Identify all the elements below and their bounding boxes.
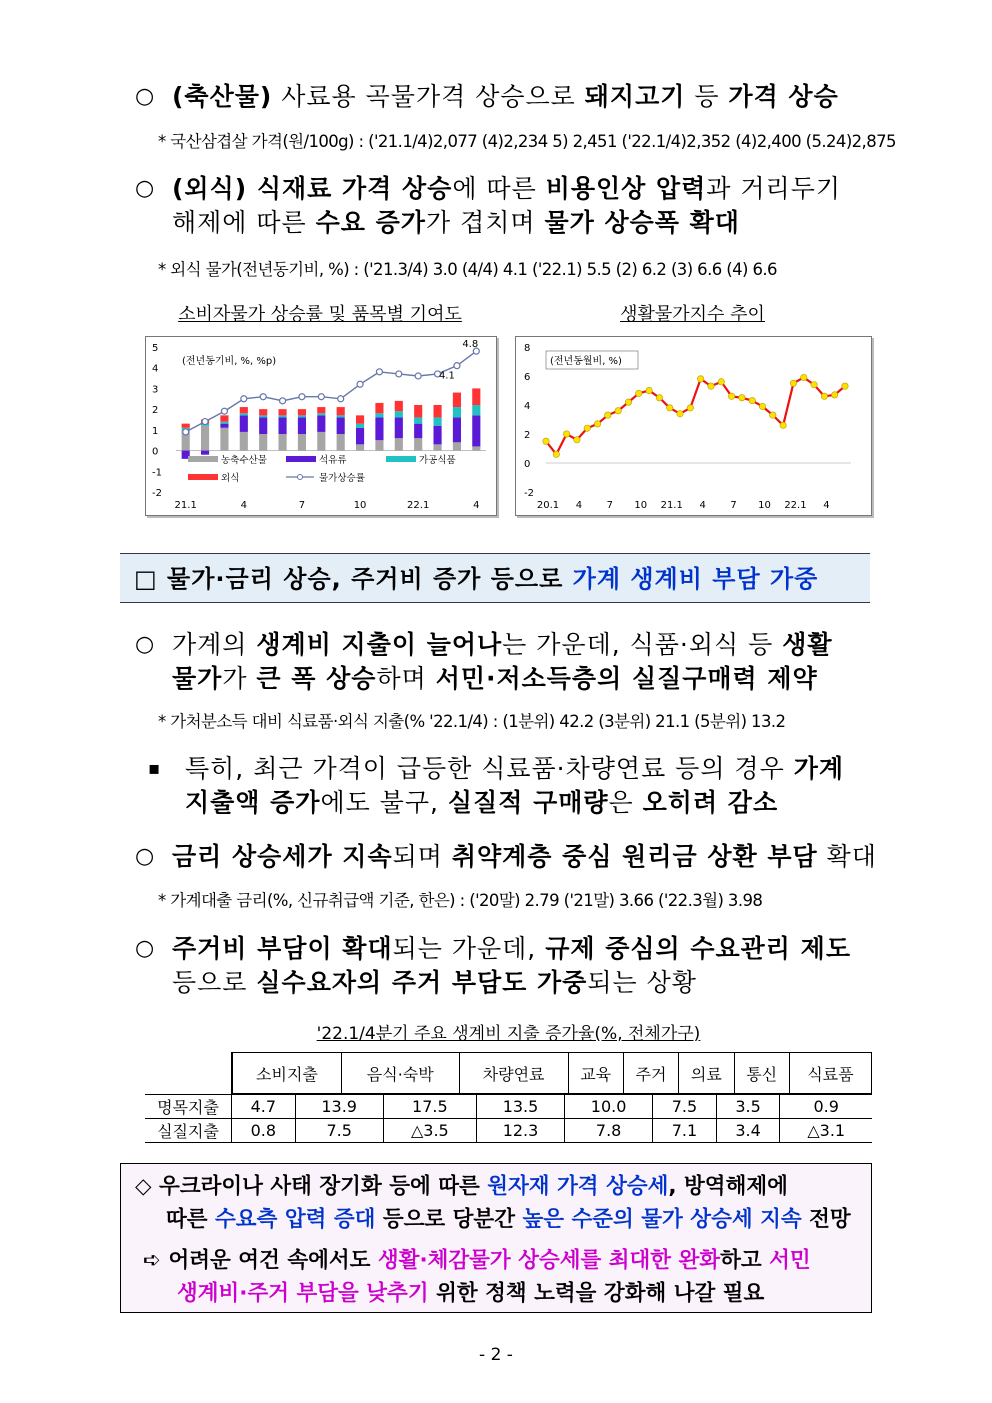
bar-segment xyxy=(220,415,228,421)
bar-segment xyxy=(298,409,306,415)
table-header-cell: 식료품 xyxy=(789,1053,871,1094)
bar-segment xyxy=(259,415,267,417)
bar-segment xyxy=(298,417,306,434)
bar-segment xyxy=(298,434,306,451)
table-cell: 10.0 xyxy=(565,1094,653,1118)
x-tick-label: 4 xyxy=(473,500,480,511)
table-row xyxy=(145,1118,872,1142)
header-cells xyxy=(232,1052,873,1094)
table-cell: 3.4 xyxy=(716,1118,780,1142)
living-price-point xyxy=(574,437,580,443)
x-tick-label: 10 xyxy=(634,500,648,511)
cpi-point xyxy=(338,396,344,402)
bar-segment xyxy=(395,401,403,411)
bar-segment xyxy=(298,415,306,417)
x-tick-label: 22.1 xyxy=(784,500,807,511)
cpi-point xyxy=(280,398,286,404)
note-pork-price: * 국산삼겹살 가격(원/100g) : ('21.1/4)2,077 (4)2,234 5) 2,451 ('22.1/4)2,352 (4)2,400 (5.24)2,875 xyxy=(158,132,896,151)
bar-segment xyxy=(259,417,267,434)
living-price-point xyxy=(780,422,786,428)
x-tick-label: 7 xyxy=(730,500,737,511)
bar-segment xyxy=(356,424,364,428)
x-tick-label: 4 xyxy=(699,500,706,511)
bar-segment xyxy=(375,413,383,417)
table-cell: △3.1 xyxy=(780,1118,872,1142)
table-header-cell: 차량연료 xyxy=(459,1053,568,1094)
bar-segment xyxy=(414,424,422,439)
y-tick-label: -2 xyxy=(524,488,534,499)
cpi-point xyxy=(415,373,421,379)
bar-segment xyxy=(395,438,403,450)
note-loan-rate: * 가계대출 금리(%, 신규취급액 기준, 한은) : ('20말) 2.79 ('21말) 3.66 ('22.3월) 3.98 xyxy=(158,891,763,910)
living-price-line xyxy=(546,377,845,454)
bar-segment xyxy=(375,417,383,440)
summary-line-2: 따른 수요측 압력 증대 등으로 당분간 높은 수준의 물가 상승세 지속 전망 xyxy=(166,1207,851,1232)
summary-line-3: ➪ 어려운 여건 속에서도 생활·체감물가 상승세를 최대한 완화하고 서민 xyxy=(143,1248,811,1273)
bar-segment xyxy=(433,444,441,450)
living-price-point xyxy=(584,425,590,431)
page-number: - 2 - xyxy=(479,1345,513,1365)
bar-segment xyxy=(182,424,190,428)
summary-line-4: 생계비·주거 부담을 낮추기 위한 정책 노력을 강화해 나갈 필요 xyxy=(177,1281,765,1306)
living-price-point xyxy=(842,383,848,389)
bar-segment xyxy=(414,405,422,417)
living-price-point xyxy=(667,405,673,411)
y-tick-label: 2 xyxy=(524,430,531,441)
living-price-point xyxy=(739,395,745,401)
bullet-housing: ○ 주거비 부담이 확대되는 가운데, 규제 중심의 수요관리 제도 등으로 실수요자의 주거 부담도 가중되는 상황 xyxy=(135,934,851,997)
bar-segment xyxy=(278,417,286,434)
cpi-point xyxy=(454,363,460,369)
bar-segment xyxy=(356,444,364,450)
bar-segment xyxy=(472,415,480,446)
legend-swatch xyxy=(188,456,218,462)
table-header-cell: 음식·숙박 xyxy=(341,1053,459,1094)
circle-marker: ○ xyxy=(135,844,156,869)
data-label: 4.8 xyxy=(462,339,479,351)
bar-segment xyxy=(472,405,480,415)
chart1-svg xyxy=(146,337,496,515)
x-tick-label: 7 xyxy=(606,500,614,511)
table-cell: 3.5 xyxy=(716,1094,780,1118)
legend-swatch xyxy=(386,456,416,462)
table-cell: △3.5 xyxy=(383,1118,476,1142)
living-price-point xyxy=(563,431,569,437)
bullet-livestock: ○ (축산물) 사료용 곡물가격 상승으로 돼지고기 등 가격 상승 xyxy=(135,80,875,114)
living-price-point xyxy=(646,387,652,393)
y-tick-label: 0 xyxy=(524,459,531,470)
data-label: 4.1 xyxy=(438,370,455,382)
expense-table-body xyxy=(145,1094,872,1143)
section-header: □ 물가·금리 상승, 주거비 증가 등으로 가계 생계비 부담 가중 xyxy=(120,553,870,603)
bar-segment xyxy=(453,417,461,442)
circle-marker: ○ xyxy=(135,936,156,961)
bullet-living-cost: ○ 가계의 생계비 지출이 늘어나는 가운데, 식품·외식 등 생활 물가가 큰 폭 상승하며 서민·저소득층의 실질구매력 제약 xyxy=(135,630,833,693)
y-tick-label: 1 xyxy=(152,425,159,437)
living-price-point xyxy=(718,379,724,385)
bar-segment xyxy=(317,413,325,415)
living-price-point xyxy=(553,451,559,457)
table-cell: 4.7 xyxy=(232,1094,296,1118)
legend-label: 석유류 xyxy=(319,455,347,466)
cpi-point xyxy=(318,394,324,400)
x-tick-label: 10 xyxy=(758,500,771,511)
table-header-cell: 소비지출 xyxy=(233,1053,342,1094)
bullet-interest: ○ 금리 상승세가 지속되며 취약계층 중심 원리금 상환 부담 확대 xyxy=(135,840,875,874)
table-cell: 7.1 xyxy=(653,1118,717,1142)
table-cell: 0.8 xyxy=(232,1118,296,1142)
chart1-title: 소비자물가 상승률 및 품목별 기여도 xyxy=(178,304,462,325)
bar-segment xyxy=(433,426,441,445)
legend-label: 농축수산물 xyxy=(221,455,267,466)
y-tick-label: 3 xyxy=(152,384,159,396)
chart2-annotation: (전년동월비, %) xyxy=(550,356,622,367)
y-tick-label: 2 xyxy=(152,405,159,417)
bar-segment xyxy=(453,393,461,407)
living-price-point xyxy=(605,412,611,418)
bar-segment xyxy=(433,405,441,417)
y-tick-label: 6 xyxy=(524,372,531,383)
expense-table xyxy=(145,1052,872,1095)
circle-marker: ○ xyxy=(135,84,156,109)
bar-segment xyxy=(356,428,364,445)
x-tick-label: 21.1 xyxy=(174,500,197,511)
cpi-point xyxy=(221,408,227,414)
legend-swatch xyxy=(298,475,303,480)
living-price-point xyxy=(677,411,683,417)
table-title: '22.1/4분기 주요 생계비 지출 증가율(%, 전체가구) xyxy=(316,1024,701,1044)
bullet-real-purchase: ▪ 특히, 최근 가격이 급등한 식료품·차량연료 등의 경우 가계 지출액 증가에도 불구, 실질적 구매량은 오히려 감소 xyxy=(148,754,844,817)
living-price-point xyxy=(811,382,817,388)
bar-segment xyxy=(337,407,345,415)
square-marker: ▪ xyxy=(148,758,162,779)
y-tick-label: 4 xyxy=(152,363,159,375)
x-tick-label: 10 xyxy=(353,500,367,511)
bar-segment xyxy=(356,415,364,423)
bar-segment xyxy=(317,415,325,432)
living-price-point xyxy=(821,393,827,399)
table-row xyxy=(145,1094,872,1118)
legend-label: 가공식품 xyxy=(419,455,456,466)
x-tick-label: 4 xyxy=(240,500,247,511)
living-price-point xyxy=(625,399,631,405)
cpi-point xyxy=(260,394,266,400)
cpi-point xyxy=(202,419,208,425)
bar-segment xyxy=(259,434,267,451)
table-cell: 12.3 xyxy=(476,1118,564,1142)
header-inner xyxy=(232,1052,872,1094)
table-header-cell: 통신 xyxy=(734,1053,789,1094)
cpi-point xyxy=(241,396,247,402)
bar-segment xyxy=(240,415,248,432)
cpi-point xyxy=(357,381,363,387)
y-tick-label: -1 xyxy=(152,467,162,479)
x-tick-label: 4 xyxy=(823,500,830,511)
expense-table-wrap xyxy=(145,1052,872,1143)
table-cell: 13.9 xyxy=(295,1094,383,1118)
x-tick-label: 20.1 xyxy=(536,500,560,511)
bar-segment xyxy=(201,451,209,455)
chart1-annotation: (전년동기비, %, %p) xyxy=(182,356,277,367)
row-label: 실질지출 xyxy=(145,1118,232,1142)
table-header-row xyxy=(145,1052,872,1094)
living-price-point xyxy=(656,395,662,401)
bar-segment xyxy=(453,407,461,417)
y-tick-label: 5 xyxy=(152,343,159,354)
bar-segment xyxy=(201,426,209,451)
table-corner xyxy=(145,1052,232,1094)
bar-segment xyxy=(220,424,228,428)
bar-segment xyxy=(472,388,480,405)
living-price-point xyxy=(759,403,765,409)
legend-swatch xyxy=(188,474,218,480)
table-cell: 17.5 xyxy=(383,1094,476,1118)
bar-segment xyxy=(240,407,248,413)
living-price-point xyxy=(687,405,693,411)
bar-segment xyxy=(337,434,345,451)
bar-segment xyxy=(472,446,480,450)
living-price-point xyxy=(594,421,600,427)
bar-segment xyxy=(337,417,345,434)
x-tick-label: 22.1 xyxy=(407,500,430,511)
table-cell: 13.5 xyxy=(476,1094,564,1118)
living-price-point xyxy=(636,390,642,396)
legend-swatch xyxy=(286,456,316,462)
cpi-point xyxy=(299,394,305,400)
note-dining-price: * 외식 물가(전년동기비, %) : ('21.3/4) 3.0 (4/4) 4.1 ('22.1) 5.5 (2) 6.2 (3) 6.6 (4) 6.6 xyxy=(158,260,777,279)
y-tick-label: 4 xyxy=(524,401,531,412)
living-price-point xyxy=(770,412,776,418)
bar-segment xyxy=(433,417,441,425)
living-price-point xyxy=(801,374,807,380)
y-tick-label: 0 xyxy=(152,446,159,458)
summary-box xyxy=(120,1163,872,1313)
cpi-point xyxy=(376,369,382,375)
living-price-point xyxy=(543,438,549,444)
cpi-point xyxy=(396,371,402,377)
table-header-cell: 의료 xyxy=(679,1053,734,1094)
legend-label: 외식 xyxy=(221,473,240,484)
bar-segment xyxy=(453,442,461,450)
x-tick-label: 21.1 xyxy=(660,500,683,511)
living-price-point xyxy=(708,383,714,389)
bar-segment xyxy=(414,438,422,450)
living-price-point xyxy=(790,380,796,386)
y-tick-label: 8 xyxy=(524,343,531,354)
circle-marker: ○ xyxy=(135,632,156,657)
table-cell: 0.9 xyxy=(780,1094,872,1118)
table-cell: 7.5 xyxy=(295,1118,383,1142)
bar-segment xyxy=(220,422,228,424)
bar-segment xyxy=(240,432,248,451)
table-header-cell: 교육 xyxy=(568,1053,623,1094)
bar-segment xyxy=(259,409,267,415)
bar-segment xyxy=(414,417,422,423)
table-cell: 7.5 xyxy=(653,1094,717,1118)
living-price-point xyxy=(697,376,703,382)
bar-segment xyxy=(240,413,248,415)
bar-segment xyxy=(395,411,403,417)
chart2-title: 생활물가지수 추이 xyxy=(620,304,765,325)
living-price-point xyxy=(749,397,755,403)
living-price-point xyxy=(831,392,837,398)
summary-line-1: ◇ 우크라이나 사태 장기화 등에 따른 원자재 가격 상승세, 방역해제에 xyxy=(135,1174,788,1199)
bar-segment xyxy=(278,434,286,451)
living-price-point xyxy=(728,393,734,399)
bar-segment xyxy=(395,417,403,438)
bar-segment xyxy=(375,403,383,413)
x-tick-label: 4 xyxy=(575,500,583,511)
chart1-box xyxy=(145,336,497,516)
bar-segment xyxy=(317,432,325,451)
bar-segment xyxy=(278,415,286,417)
bar-segment xyxy=(278,409,286,415)
x-tick-label: 7 xyxy=(298,500,306,511)
bar-segment xyxy=(317,407,325,413)
legend-label: 물가상승률 xyxy=(319,473,365,484)
circle-marker: ○ xyxy=(135,176,156,201)
row-label: 명목지출 xyxy=(145,1094,232,1118)
table-header-cell: 주거 xyxy=(623,1053,678,1094)
bar-segment xyxy=(375,440,383,450)
cpi-point xyxy=(183,429,189,435)
living-price-point xyxy=(615,408,621,414)
chart2-box xyxy=(515,336,872,516)
y-tick-label: -2 xyxy=(152,488,162,499)
chart2-svg xyxy=(516,337,871,515)
bar-segment xyxy=(337,415,345,417)
note-food-spending: * 가처분소득 대비 식료품·외식 지출(% '22.1/4) : (1분위) 42.2 (3분위) 21.1 (5분위) 13.2 xyxy=(158,712,786,731)
bullet-dining: ○ (외식) 식재료 가격 상승에 따른 비용인상 압력과 거리두기 해제에 따른 수요 증가가 겹치며 물가 상승폭 확대 xyxy=(135,174,841,237)
bar-segment xyxy=(220,428,228,451)
table-cell: 7.8 xyxy=(565,1118,653,1142)
